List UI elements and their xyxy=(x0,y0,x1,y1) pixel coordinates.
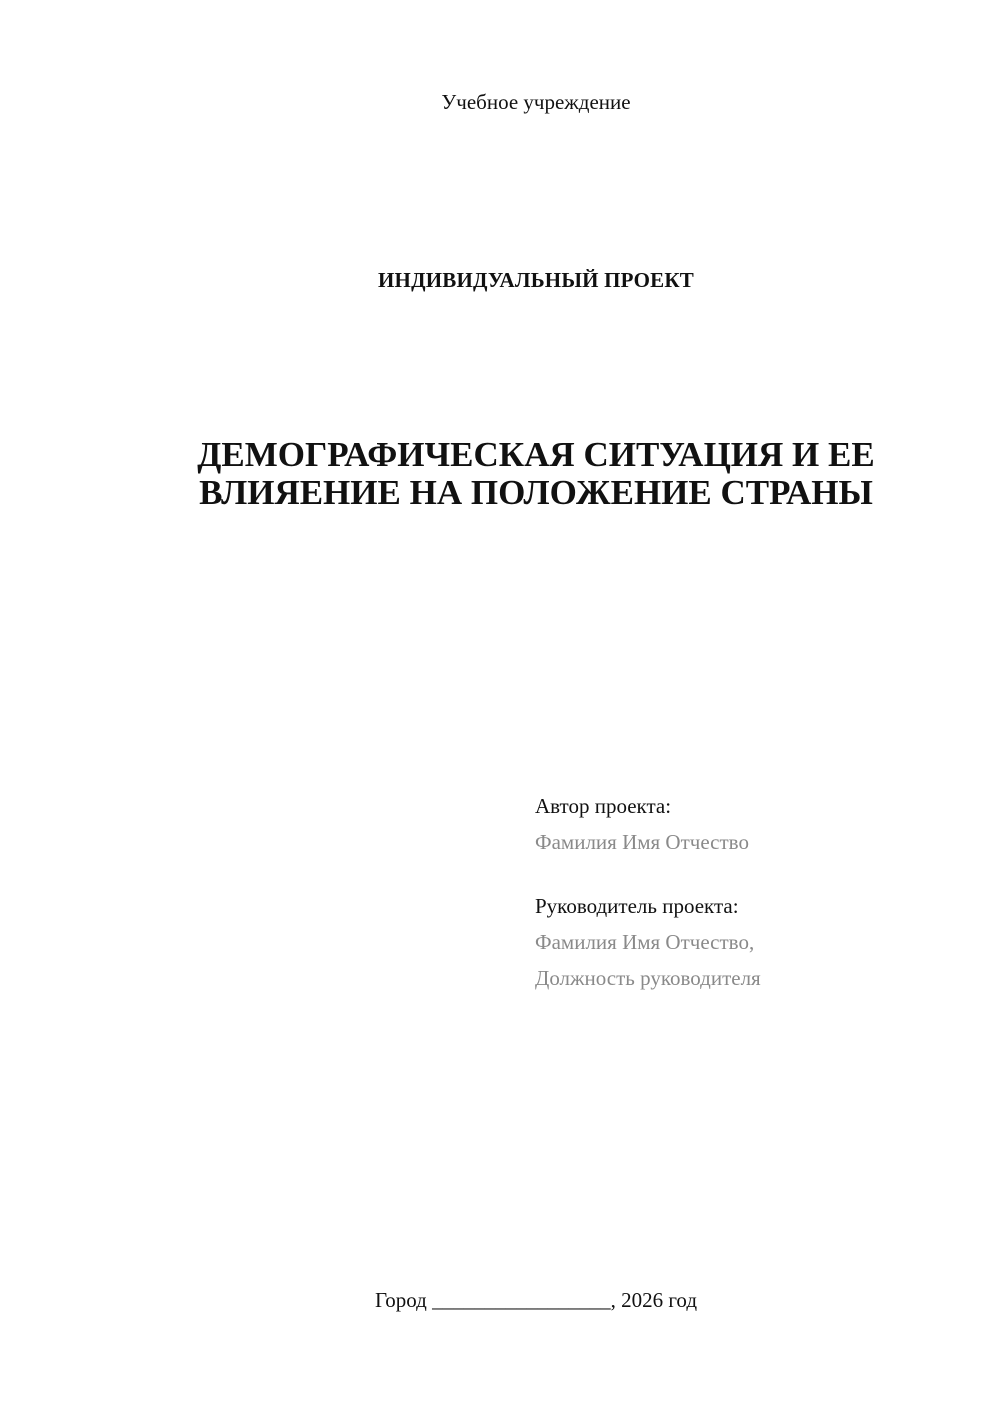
supervisor-name: Фамилия Имя Отчество, xyxy=(535,930,755,954)
supervisor-position: Должность руководителя xyxy=(535,966,761,990)
author-label: Автор проекта: xyxy=(535,794,672,818)
project-title xyxy=(0,436,1000,512)
project-title-line-2: ВЛИЯЕНИЕ НА ПОЛОЖЕНИЕ СТРАНЫ xyxy=(199,473,873,512)
city-year-footer: Город _________________, 2026 год xyxy=(374,1288,698,1312)
spacer xyxy=(535,860,955,888)
supervisor-label: Руководитель проекта: xyxy=(535,894,739,918)
project-info-block xyxy=(535,788,955,996)
project-type-heading: ИНДИВИДУАЛЬНЫЙ ПРОЕКТ xyxy=(378,268,694,292)
institution-name: Учебное учреждение xyxy=(441,90,631,114)
author-name: Фамилия Имя Отчество xyxy=(535,830,749,854)
project-title-line-1: ДЕМОГРАФИЧЕСКАЯ СИТУАЦИЯ И ЕЕ xyxy=(197,435,875,474)
